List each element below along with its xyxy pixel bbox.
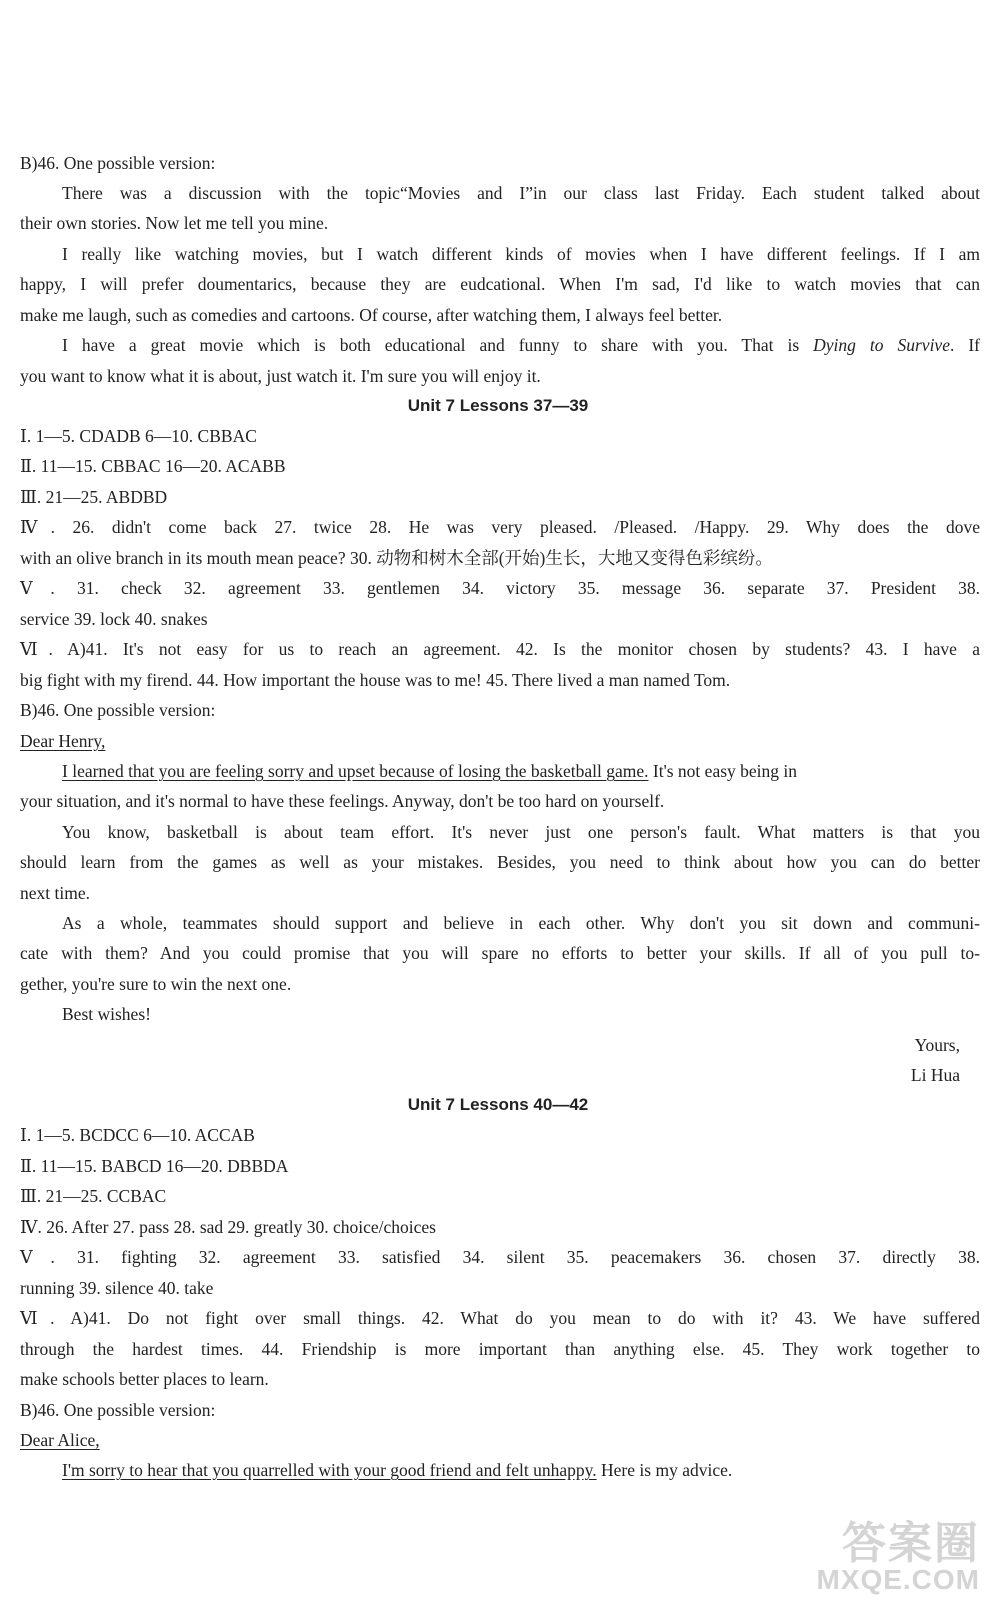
answer-line: Ⅲ. 21—25. ABDBD: [20, 487, 168, 507]
letter-line: As a whole, teammates should support and believe in each other. Why don't you sit down and communi-: [62, 913, 980, 933]
answer-line: Ⅱ. 11—15. CBBAC 16—20. ACABB: [20, 456, 286, 476]
answer-line: Ⅳ. 26. After 27. pass 28. sad 29. greatly 30. choice/choices: [20, 1217, 436, 1237]
letter-line: I'm sorry to hear that you quarrelled with your good friend and felt unhappy. Here is my advice.: [62, 1460, 733, 1480]
movie-title: Dying to Survive: [813, 335, 950, 355]
answer-line: Ⅲ. 21—25. CCBAC: [20, 1186, 167, 1206]
answer-line: through the hardest times. 44. Friendship is more important than anything else. 45. They work together to: [20, 1339, 980, 1359]
s1-paragraph-line: their own stories. Now let me tell you mine.: [20, 213, 329, 233]
letter-yours: Yours,: [914, 1035, 960, 1055]
s1-heading: B)46. One possible version:: [20, 153, 216, 173]
answer-line: big fight with my firend. 44. How important the house was to me! 45. There lived a man named Tom.: [20, 670, 731, 690]
answer-line: Ⅰ. 1—5. CDADB 6—10. CBBAC: [20, 426, 257, 446]
letter-line: You know, basketball is about team effort. It's never just one person's fault. What matters is that you: [62, 822, 980, 842]
s1-paragraph-line: you want to know what it is about, just watch it. I'm sure you will enjoy it.: [20, 366, 541, 386]
answer-line: running 39. silence 40. take: [20, 1278, 214, 1298]
answer-line: Ⅵ. A)41. It's not easy for us to reach an agreement. 42. Is the monitor chosen by students? 43. I have a: [20, 639, 980, 659]
letter-line: cate with them? And you could promise that you will spare no efforts to better your skills. If all of you pull to-: [20, 943, 980, 963]
letter-line: should learn from the games as well as your mistakes. Besides, you need to think about how you can do better: [20, 852, 980, 872]
s1-paragraph-line: make me laugh, such as comedies and cartoons. Of course, after watching them, I always feel better.: [20, 305, 723, 325]
s1-paragraph-line: happy, I will prefer doumentarics, because they are eudcational. When I'm sad, I'd like to watch movies that can: [20, 274, 980, 294]
letter-salutation: Dear Henry,: [20, 731, 106, 751]
answer-line: service 39. lock 40. snakes: [20, 609, 208, 629]
letter-closing: Best wishes!: [62, 1004, 151, 1024]
underlined-sentence: I learned that you are feeling sorry and upset because of losing the basketball game.: [62, 761, 649, 781]
s1-paragraph-line: I have a great movie which is both educational and funny to share with you. That is Dying to Survive. If: [62, 335, 981, 355]
letter-line: I learned that you are feeling sorry and upset because of losing the basketball game. It's not easy being in: [62, 761, 798, 781]
underlined-sentence: I'm sorry to hear that you quarrelled with your good friend and felt unhappy.: [62, 1460, 597, 1480]
site-watermark: [816, 1519, 980, 1595]
letter-salutation: Dear Alice,: [20, 1430, 100, 1450]
essay-heading: B)46. One possible version:: [20, 700, 216, 720]
answer-line: Ⅳ. 26. didn't come back 27. twice 28. He was very pleased. /Pleased. /Happy. 29. Why does the dove: [20, 517, 980, 537]
s1-paragraph-line: I really like watching movies, but I watch different kinds of movies when I have different feelings. If I am: [62, 244, 980, 264]
answer-line: Ⅵ. A)41. Do not fight over small things. 42. What do you mean to do with it? 43. We have suffered: [20, 1308, 980, 1328]
unit-title: Unit 7 Lessons 40—42: [407, 1095, 589, 1114]
answer-line: make schools better places to learn.: [20, 1369, 269, 1389]
letter-line: gether, you're sure to win the next one.: [20, 974, 292, 994]
letter-line: next time.: [20, 883, 90, 903]
letter-signature: Li Hua: [910, 1065, 960, 1085]
answer-line: with an olive branch in its mouth mean peace? 30. 动物和树木全部(开始)生长，大地又变得色彩缤纷。: [20, 548, 773, 568]
unit-title: Unit 7 Lessons 37—39: [407, 396, 589, 415]
s1-paragraph-line: There was a discussion with the topic“Movies and I”in our class last Friday. Each student talked about: [62, 183, 980, 203]
answer-line: Ⅱ. 11—15. BABCD 16—20. DBBDA: [20, 1156, 289, 1176]
answer-line: Ⅴ. 31. fighting 32. agreement 33. satisfied 34. silent 35. peacemakers 36. chosen 37. directly 38.: [20, 1247, 980, 1267]
essay-heading: B)46. One possible version:: [20, 1400, 216, 1420]
answer-line: Ⅴ. 31. check 32. agreement 33. gentlemen 34. victory 35. message 36. separate 37. President 38.: [20, 578, 980, 598]
answer-line: Ⅰ. 1—5. BCDCC 6—10. ACCAB: [20, 1125, 255, 1145]
watermark-top: 答案圈: [842, 1519, 980, 1568]
letter-line: your situation, and it's normal to have these feelings. Anyway, don't be too hard on yourself.: [20, 791, 665, 811]
watermark-bottom: MXQE.COM: [816, 1564, 980, 1595]
